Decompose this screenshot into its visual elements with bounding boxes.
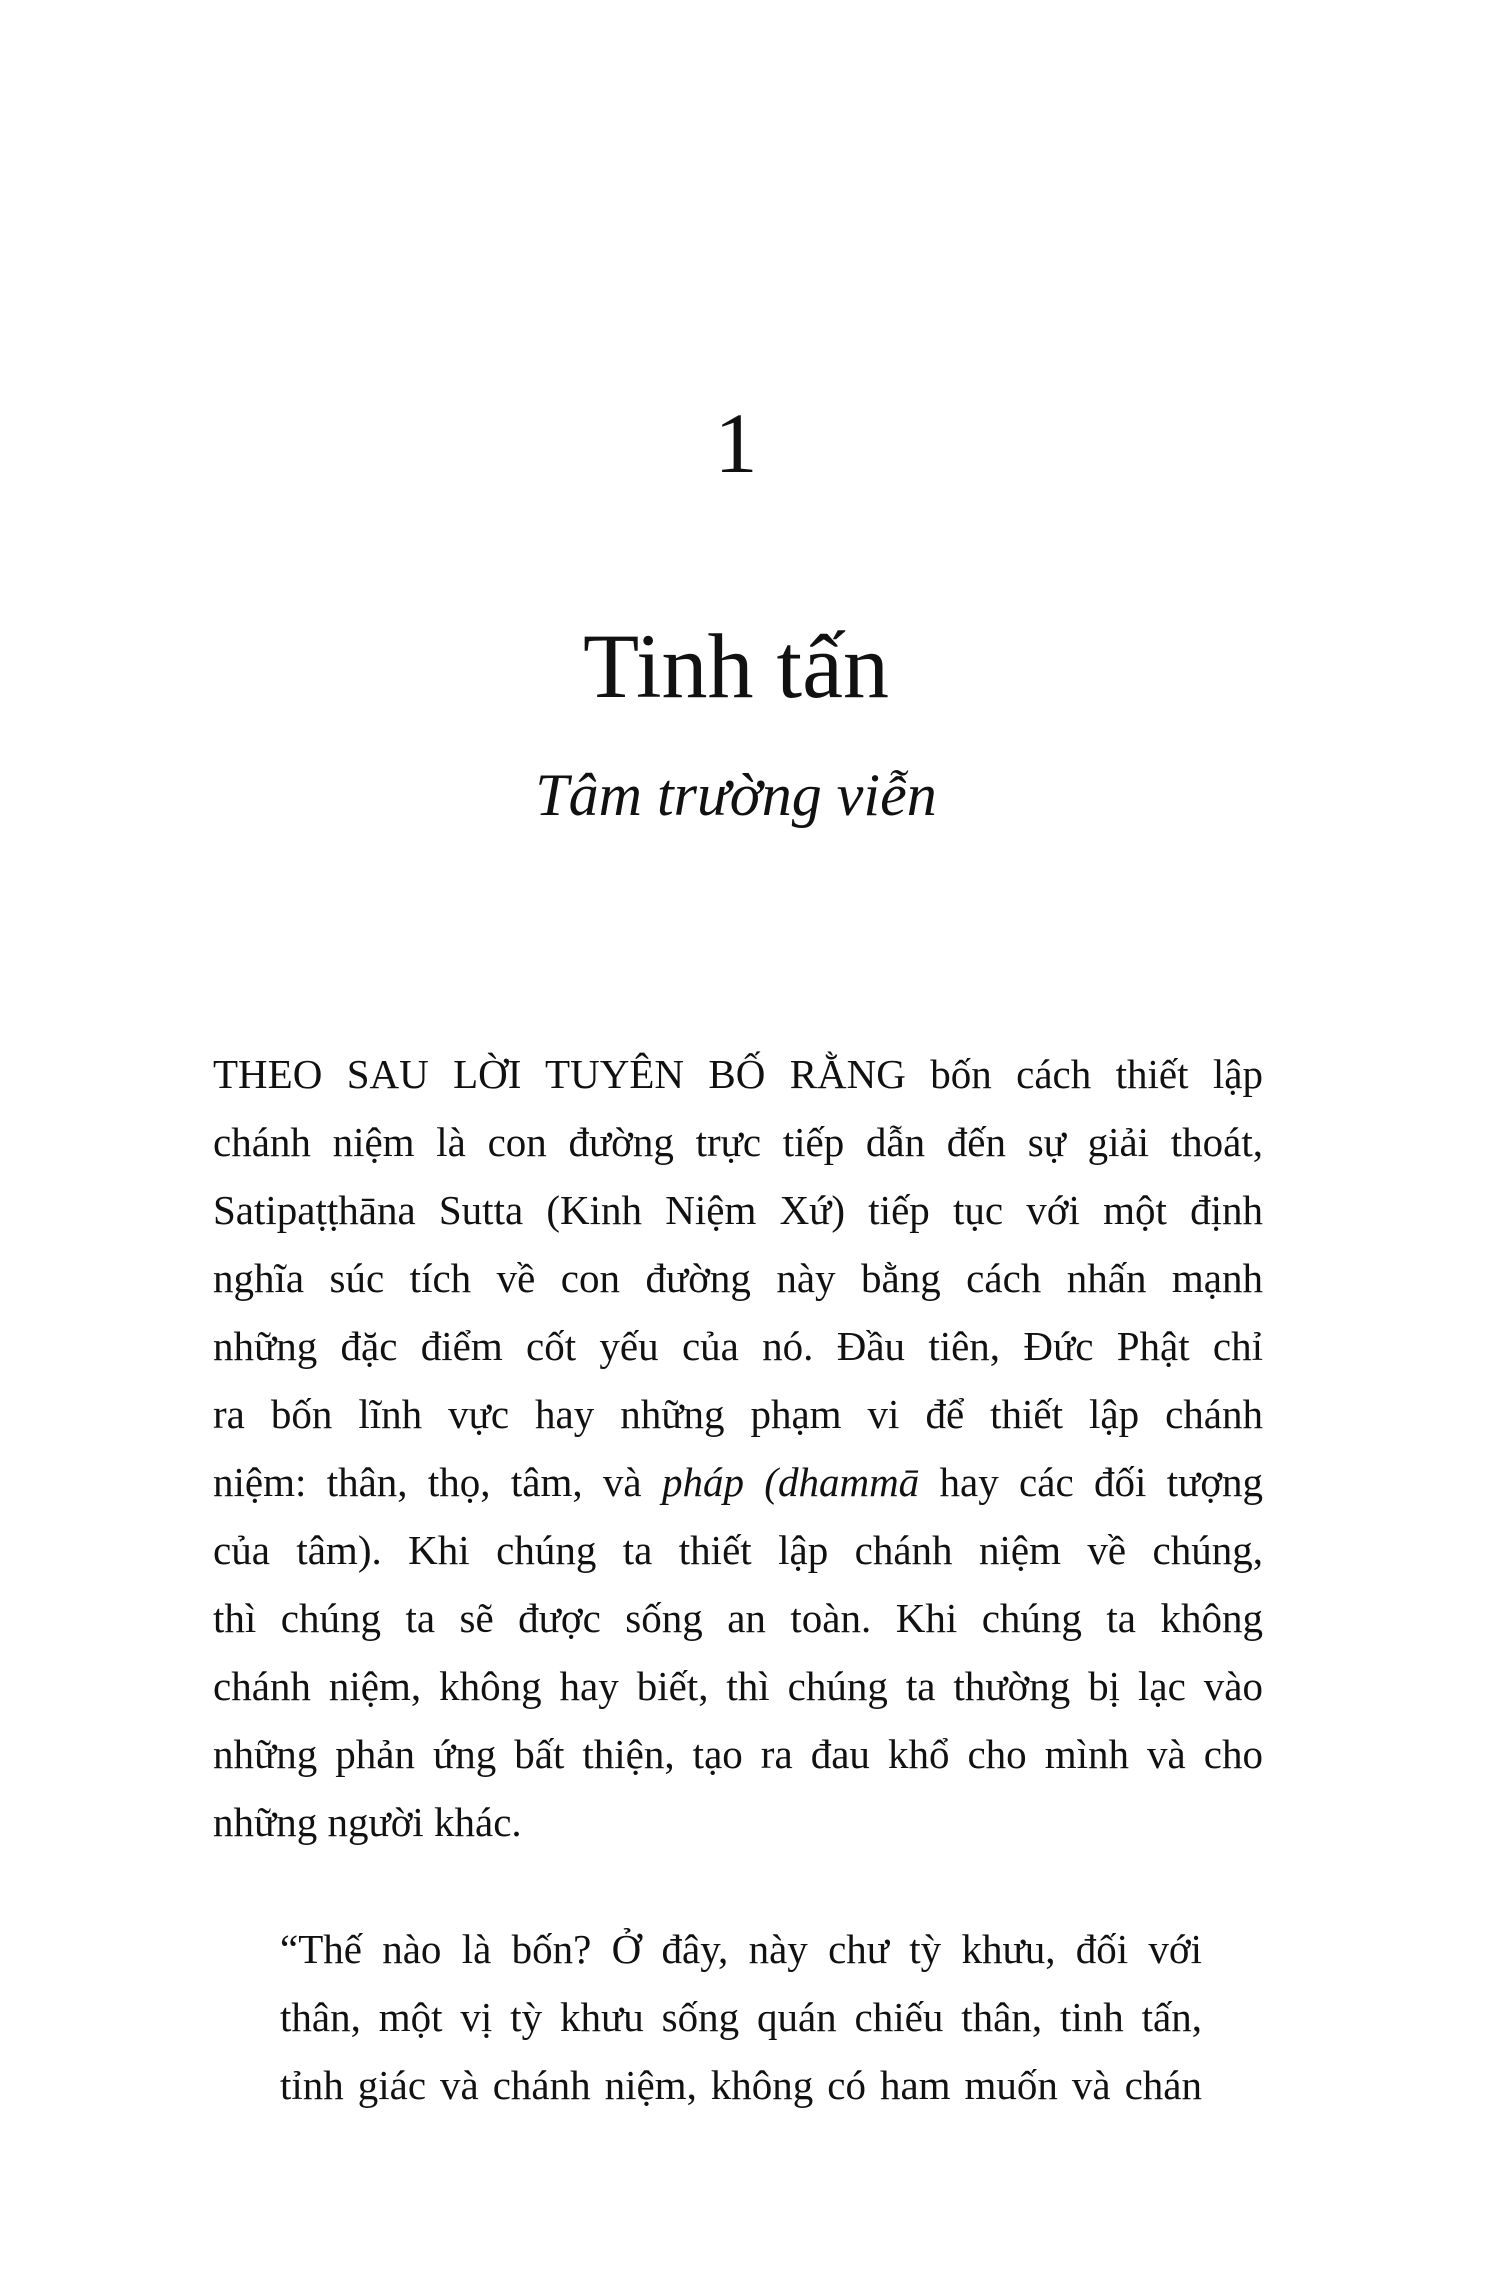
body-paragraph xyxy=(213,1040,1263,1856)
body-line: nghĩa súc tích về con đường này bằng cách nhấn mạnh xyxy=(213,1255,1263,1301)
body-line: THEO SAU LỜI TUYÊN BỐ RẰNG bốn cách thiết lập xyxy=(213,1051,1263,1097)
chapter-subtitle: Tâm trường viễn xyxy=(535,762,937,828)
body-line: chánh niệm, không hay biết, thì chúng ta thường bị lạc vào xyxy=(213,1663,1263,1709)
body-line xyxy=(213,1448,1263,1516)
chapter-number: 1 xyxy=(714,395,758,491)
quote-line: “Thế nào là bốn? Ở đây, này chư tỳ khưu, đối với xyxy=(280,1926,1202,1972)
quote-line: thân, một vị tỳ khưu sống quán chiếu thân, tinh tấn, xyxy=(280,1994,1202,2040)
body-line: những đặc điểm cốt yếu của nó. Đầu tiên, Đức Phật chỉ xyxy=(213,1323,1263,1369)
body-line: ra bốn lĩnh vực hay những phạm vi để thiết lập chánh xyxy=(213,1391,1263,1437)
body-line: thì chúng ta sẽ được sống an toàn. Khi chúng ta không xyxy=(213,1595,1263,1641)
body-line: chánh niệm là con đường trực tiếp dẫn đến sự giải thoát, xyxy=(213,1119,1263,1165)
quote-line: tỉnh giác và chánh niệm, không có ham muốn và chán xyxy=(280,2062,1202,2108)
body-line-part: hay các đối tượng xyxy=(919,1459,1263,1505)
body-line: những người khác. xyxy=(213,1799,522,1845)
body-line-italic: pháp (dhammā xyxy=(661,1459,920,1505)
body-line: những phản ứng bất thiện, tạo ra đau khổ cho mình và cho xyxy=(213,1731,1263,1777)
body-line-part: niệm: thân, thọ, tâm, và xyxy=(213,1459,662,1505)
chapter-title: Tinh tấn xyxy=(583,615,889,717)
body-line: của tâm). Khi chúng ta thiết lập chánh niệm về chúng, xyxy=(213,1527,1263,1573)
body-line: Satipaṭṭhāna Sutta (Kinh Niệm Xứ) tiếp tục với một định xyxy=(213,1187,1263,1233)
quote-paragraph xyxy=(280,1915,1202,2119)
